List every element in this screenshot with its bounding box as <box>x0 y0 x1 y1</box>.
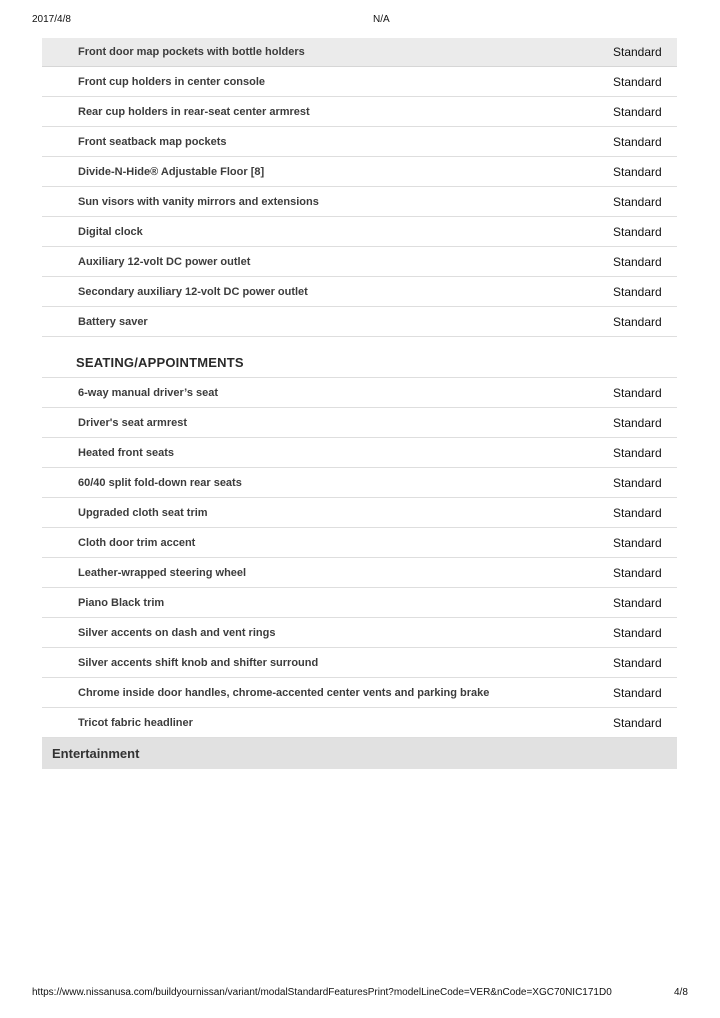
feature-row <box>42 558 677 588</box>
feature-row <box>42 648 677 678</box>
feature-name: Upgraded cloth seat trim <box>78 506 208 519</box>
feature-row <box>42 67 677 97</box>
feature-row <box>42 127 677 157</box>
feature-name: Piano Black trim <box>78 596 165 609</box>
entertainment-section-header[interactable]: Entertainment <box>42 738 677 769</box>
feature-row <box>42 408 677 438</box>
feature-row <box>42 307 677 337</box>
feature-availability: Standard <box>613 475 662 490</box>
feature-row <box>42 187 677 217</box>
feature-availability: Standard <box>613 415 662 430</box>
feature-row <box>42 618 677 648</box>
feature-availability: Standard <box>613 45 662 59</box>
feature-name: Silver accents on dash and vent rings <box>78 626 276 639</box>
feature-row <box>42 678 677 708</box>
feature-availability: Standard <box>613 385 662 400</box>
feature-name: Silver accents shift knob and shifter surround <box>78 656 319 669</box>
feature-row <box>42 468 677 498</box>
page-header-title: N/A <box>373 14 390 25</box>
feature-availability: Standard <box>613 535 662 550</box>
feature-name: Driver's seat armrest <box>78 416 188 429</box>
feature-availability: Standard <box>613 254 662 269</box>
feature-name: Auxiliary 12-volt DC power outlet <box>78 255 251 268</box>
feature-availability: Standard <box>613 655 662 670</box>
feature-availability: Standard <box>613 284 662 299</box>
interior-features-group <box>42 38 677 337</box>
feature-name: Tricot fabric headliner <box>78 716 193 729</box>
feature-availability: Standard <box>613 715 662 730</box>
feature-availability: Standard <box>613 194 662 209</box>
feature-name: Heated front seats <box>78 446 174 459</box>
feature-name: Chrome inside door handles, chrome-accented center vents and parking brake <box>78 686 490 699</box>
feature-availability: Standard <box>613 445 662 460</box>
feature-availability: Standard <box>613 565 662 580</box>
feature-row <box>42 157 677 187</box>
feature-row <box>42 438 677 468</box>
print-date: 2017/4/8 <box>32 14 71 25</box>
features-table <box>42 38 677 769</box>
feature-availability: Standard <box>613 685 662 700</box>
footer-url: https://www.nissanusa.com/buildyournissan/variant/modalStandardFeaturesPrint?modelLineCode=VER&nCode=XGC70NIC171D0 <box>32 987 612 998</box>
feature-availability: Standard <box>613 104 662 119</box>
feature-availability: Standard <box>613 164 662 179</box>
feature-name: 60/40 split fold-down rear seats <box>78 476 242 489</box>
feature-row <box>42 708 677 738</box>
feature-availability: Standard <box>613 314 662 329</box>
feature-name: Digital clock <box>78 225 143 238</box>
feature-availability: Standard <box>613 505 662 520</box>
feature-row <box>42 217 677 247</box>
feature-row <box>42 378 677 408</box>
feature-name: Leather-wrapped steering wheel <box>78 566 247 579</box>
feature-availability: Standard <box>613 625 662 640</box>
feature-name: Sun visors with vanity mirrors and extensions <box>78 195 319 208</box>
feature-name: Front seatback map pockets <box>78 135 227 148</box>
feature-availability: Standard <box>613 224 662 239</box>
feature-row <box>42 588 677 618</box>
feature-availability: Standard <box>613 134 662 149</box>
feature-availability: Standard <box>613 74 662 89</box>
feature-row <box>42 528 677 558</box>
feature-name: Rear cup holders in rear-seat center armrest <box>78 105 310 118</box>
feature-row <box>42 38 677 67</box>
feature-row <box>42 97 677 127</box>
feature-name: Secondary auxiliary 12-volt DC power outlet <box>78 285 308 298</box>
feature-name: Front cup holders in center console <box>78 75 266 88</box>
feature-name: Divide-N-Hide® Adjustable Floor [8] <box>78 165 265 178</box>
feature-availability: Standard <box>613 595 662 610</box>
feature-name: Battery saver <box>78 315 148 328</box>
feature-row <box>42 498 677 528</box>
feature-row <box>42 247 677 277</box>
seating-appointments-heading: SEATING/APPOINTMENTS <box>42 337 677 378</box>
page-number: 4/8 <box>674 987 688 998</box>
feature-name: Cloth door trim accent <box>78 536 196 549</box>
feature-name: 6-way manual driver’s seat <box>78 386 219 399</box>
feature-name: Front door map pockets with bottle holders <box>78 46 305 58</box>
feature-row <box>42 277 677 307</box>
seating-features-group <box>42 378 677 738</box>
